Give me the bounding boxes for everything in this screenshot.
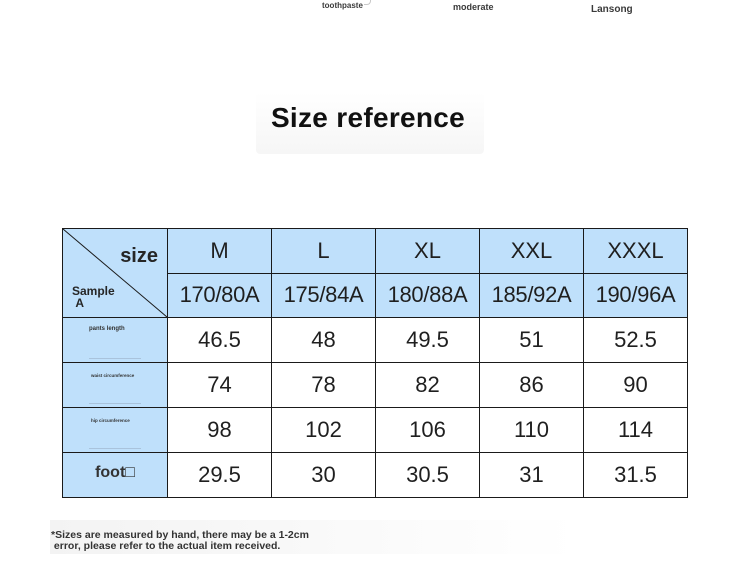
table-cell: 46.5 [168,318,272,363]
table-row [63,453,688,498]
size-code-cell: 185/92A [480,273,584,318]
row-label-foot: foot□ [95,464,135,481]
size-header-cell: XXXL [584,229,688,274]
table-cell: 30 [272,453,376,498]
size-header-cell: XXL [480,229,584,274]
corner-header-cell [63,229,168,318]
color-label-toothpaste: toothpaste [322,1,363,10]
table-cell: 102 [272,408,376,453]
row-label-waist: waist circumference [91,373,135,378]
table-cell: 114 [584,408,688,453]
size-header-cell: L [272,229,376,274]
row-label-cell [63,453,168,498]
table-cell: 106 [376,408,480,453]
size-code-cell: 180/88A [376,273,480,318]
table-cell: 52.5 [584,318,688,363]
table-cell: 78 [272,363,376,408]
table-row [63,363,688,408]
page-title: Size reference [270,102,466,133]
table-row [63,408,688,453]
row-label-hip: hip circumference [91,418,130,423]
measurement-note: *Sizes are measured by hand, there may be a 1-2cm error, please refer to the actual item received. [51,529,309,552]
size-code-cell: 170/80A [168,273,272,318]
table-cell: 29.5 [168,453,272,498]
table-cell: 110 [480,408,584,453]
corner-size-label: size [120,245,158,267]
table-cell: 48 [272,318,376,363]
table-row [63,318,688,363]
size-reference-table [62,228,688,498]
partial-product-image-edge [364,0,371,5]
table-cell: 74 [168,363,272,408]
size-code-cell: 175/84A [272,273,376,318]
size-code-cell: 190/96A [584,273,688,318]
table-cell: 31 [480,453,584,498]
table-cell: 82 [376,363,480,408]
table-cell: 98 [168,408,272,453]
color-label-moderate: moderate [453,2,494,12]
table-cell: 86 [480,363,584,408]
row-label-pants-length: pants length [89,326,125,332]
row-label-cell [63,318,168,363]
corner-sample-label: Sample A [72,284,115,310]
table-cell: 51 [480,318,584,363]
row-label-cell [63,363,168,408]
size-header-cell: M [168,229,272,274]
size-header-cell: XL [376,229,480,274]
size-header-row [63,229,688,274]
row-label-cell [63,408,168,453]
table-cell: 90 [584,363,688,408]
table-cell: 49.5 [376,318,480,363]
color-label-lansong: Lansong [591,4,633,15]
table-cell: 31.5 [584,453,688,498]
table-cell: 30.5 [376,453,480,498]
